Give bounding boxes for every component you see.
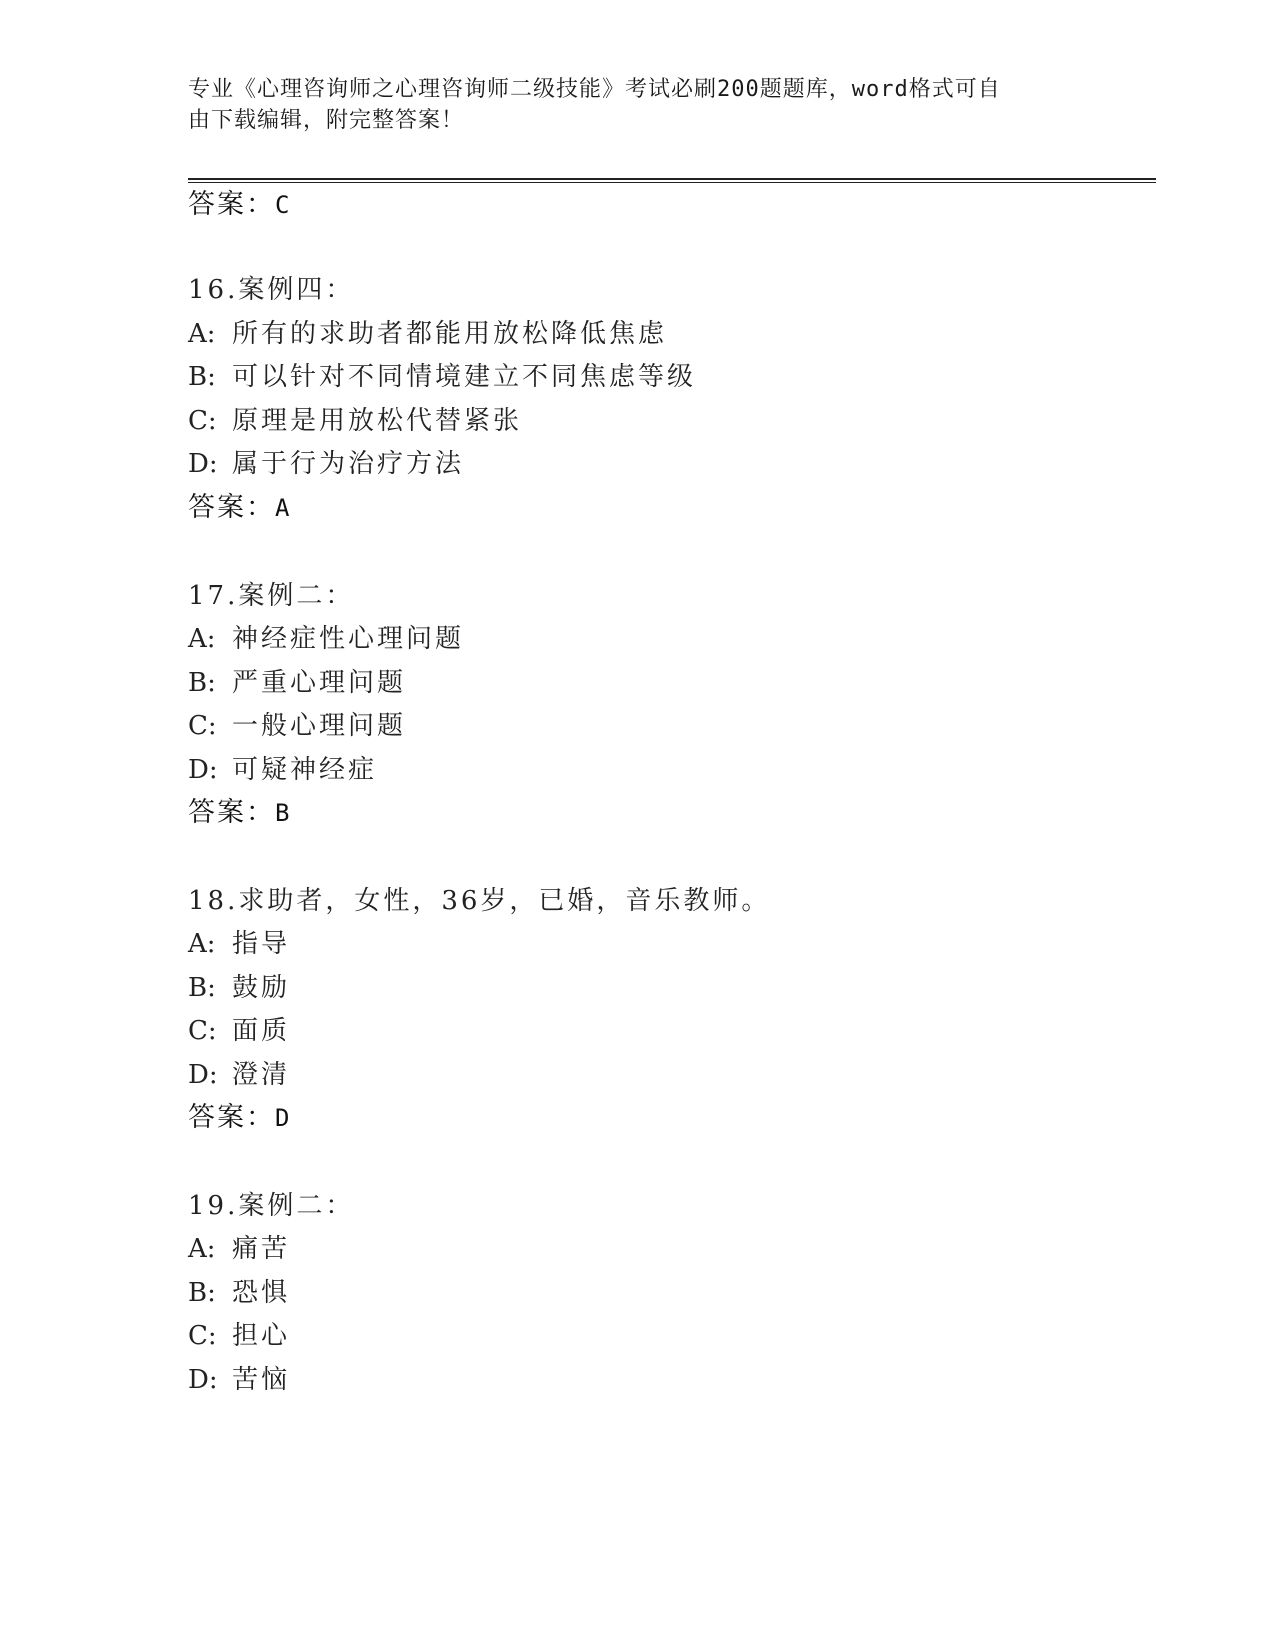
option-b [188, 972, 290, 1004]
option-a [188, 318, 667, 350]
option-c [188, 710, 406, 742]
option-text: 原理是用放松代替紧张 [232, 406, 523, 436]
option-text: 苦恼 [232, 1365, 291, 1395]
option-text: 恐惧 [232, 1278, 291, 1308]
option-a [188, 1233, 290, 1265]
option-text: 鼓励 [232, 973, 291, 1003]
answer-label: 答案： [188, 1102, 275, 1133]
document-header [188, 74, 1068, 136]
option-text: 可疑神经症 [232, 755, 378, 785]
option-b [188, 361, 696, 393]
option-c [188, 1015, 290, 1047]
answer-line [188, 492, 289, 524]
option-text: 神经症性心理问题 [232, 624, 465, 654]
option-letter: A: [188, 319, 216, 349]
option-d [188, 1364, 290, 1396]
answer-label: 答案： [188, 797, 275, 828]
option-text: 所有的求助者都能用放松降低焦虑 [232, 319, 668, 349]
option-b [188, 667, 406, 699]
option-letter: C: [188, 711, 217, 741]
option-letter: A: [188, 929, 216, 959]
answer-value: B [275, 799, 290, 827]
header-line-1: 专业《心理咨询师之心理咨询师二级技能》考试必刷200题题库，word格式可自 [188, 77, 1001, 102]
option-d [188, 754, 377, 786]
option-text: 澄清 [232, 1060, 291, 1090]
answer-line [188, 1102, 289, 1134]
question-title: 17.案例二： [188, 581, 355, 611]
option-d [188, 1059, 290, 1091]
option-text: 严重心理问题 [232, 668, 407, 698]
header-divider [188, 178, 1156, 183]
question-title: 18.求助者，女性，36岁，已婚，音乐教师。 [188, 886, 771, 916]
option-letter: B: [188, 668, 216, 698]
answer-value: A [275, 494, 290, 522]
answer-value: D [275, 1104, 290, 1132]
answer-label: 答案： [188, 492, 275, 523]
answer-label: 答案： [188, 189, 275, 220]
option-text: 担心 [232, 1321, 291, 1351]
option-letter: C: [188, 406, 217, 436]
answer-line [188, 189, 289, 221]
option-text: 指导 [232, 929, 291, 959]
option-text: 痛苦 [232, 1234, 291, 1264]
option-c [188, 1320, 290, 1352]
option-letter: A: [188, 1234, 216, 1264]
option-letter: D: [188, 449, 218, 479]
option-letter: C: [188, 1016, 217, 1046]
answer-value: C [275, 191, 290, 219]
option-letter: D: [188, 1365, 218, 1395]
option-letter: D: [188, 755, 218, 785]
option-a [188, 623, 464, 655]
option-d [188, 448, 464, 480]
option-text: 面质 [232, 1016, 291, 1046]
option-b [188, 1277, 290, 1309]
option-text: 一般心理问题 [232, 711, 407, 741]
option-letter: B: [188, 1278, 216, 1308]
option-c [188, 405, 522, 437]
option-letter: B: [188, 973, 216, 1003]
option-letter: B: [188, 362, 216, 392]
question-title: 16.案例四： [188, 275, 355, 305]
option-letter: D: [188, 1060, 218, 1090]
answer-line [188, 797, 289, 829]
option-text: 属于行为治疗方法 [232, 449, 465, 479]
option-text: 可以针对不同情境建立不同焦虑等级 [232, 362, 697, 392]
option-a [188, 928, 290, 960]
option-letter: A: [188, 624, 216, 654]
option-letter: C: [188, 1321, 217, 1351]
question-title: 19.案例二： [188, 1191, 355, 1221]
header-line-2: 由下载编辑，附完整答案！ [188, 108, 465, 133]
